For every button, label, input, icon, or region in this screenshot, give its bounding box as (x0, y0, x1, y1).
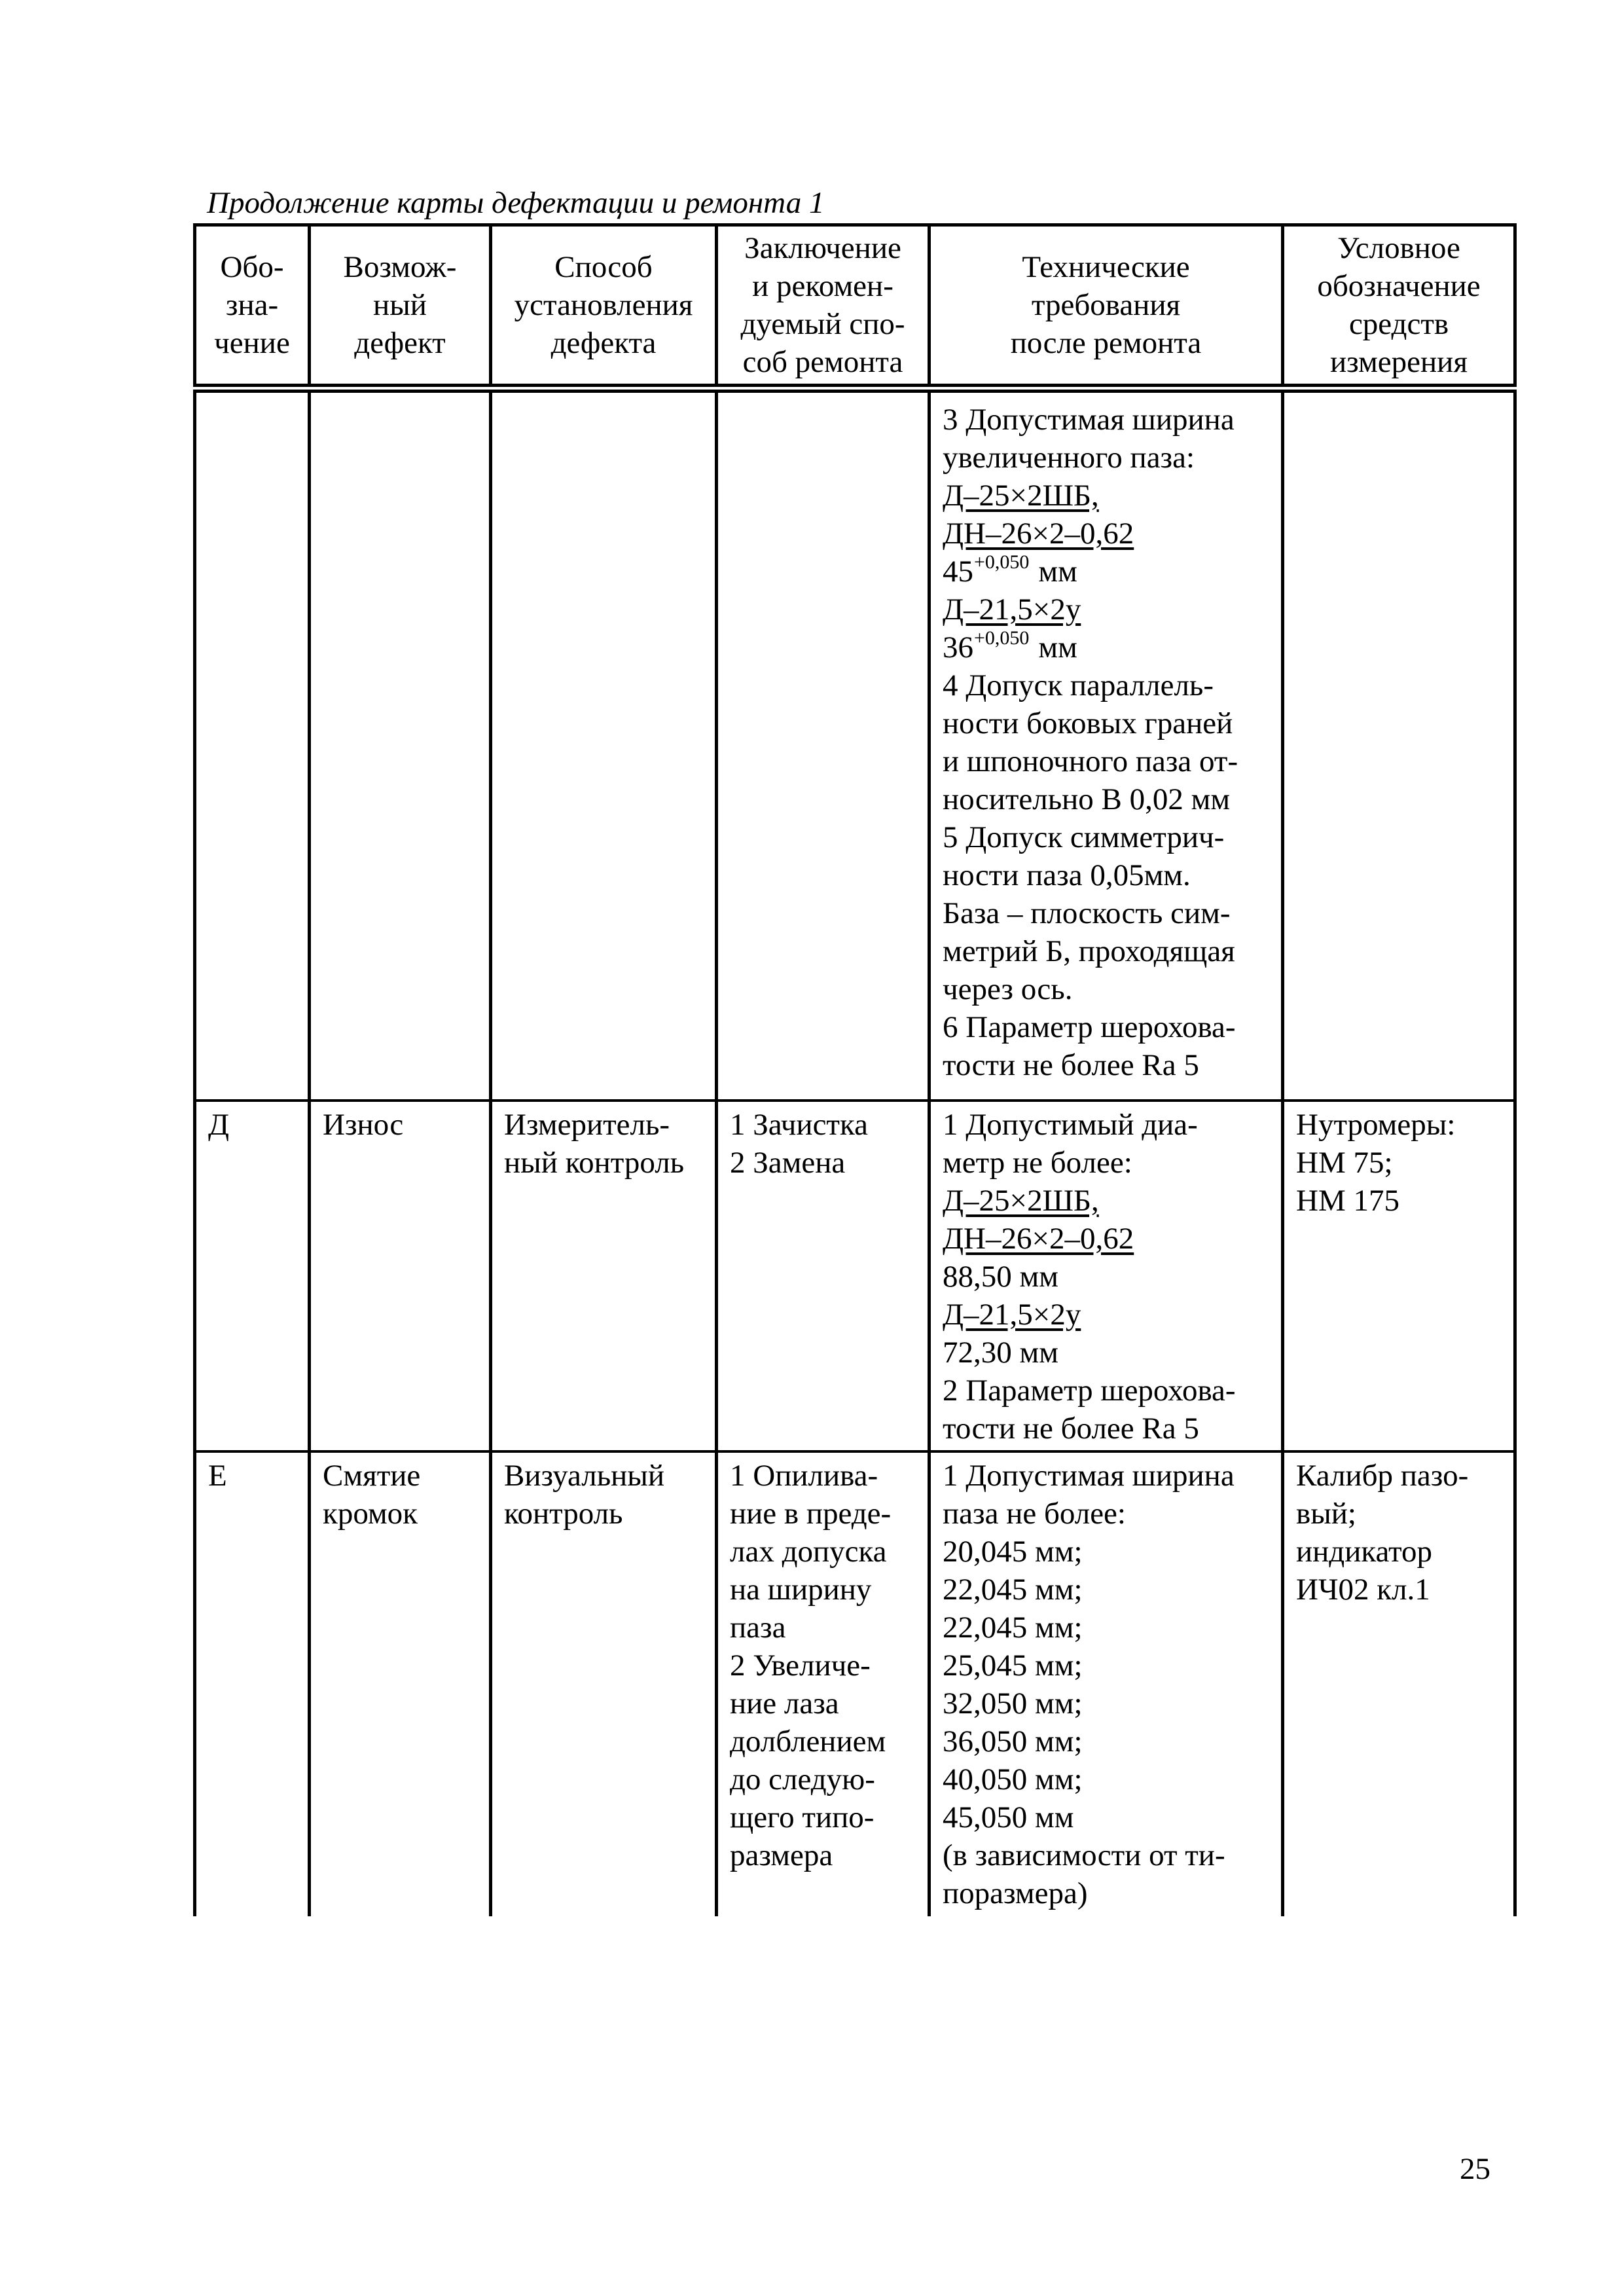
cell-instruments (1283, 388, 1515, 1101)
cell-line: НМ 75; (1296, 1146, 1393, 1180)
cell-line: долблением (730, 1724, 886, 1758)
tolerance-line (943, 553, 1269, 591)
table-row (195, 1101, 1515, 1451)
header-detection-method (491, 225, 717, 389)
cell-line: 40,050 мм; (943, 1762, 1083, 1796)
cell-line: 88,50 мм (943, 1260, 1058, 1294)
cell-line: ДН–26×2–0,62 (943, 517, 1134, 551)
cell-repair (717, 1101, 929, 1451)
header-measuring-instruments (1283, 225, 1515, 389)
header-line: Возмож- (343, 250, 457, 284)
cell-line: 5 Допуск симметрич- (943, 820, 1225, 854)
header-line: дефекта (550, 326, 657, 360)
header-line: обозначение (1317, 269, 1481, 303)
cell-line: 3 Допустимая ширина (943, 403, 1235, 437)
cell-line: и шпоночного паза от- (943, 744, 1238, 778)
cell-line: Д (208, 1108, 230, 1142)
cell-line: ние в преде- (730, 1497, 892, 1531)
cell-line: до следую- (730, 1762, 875, 1796)
header-line: соб ремонта (742, 345, 903, 379)
cell-line: 1 Допустимый диа- (943, 1108, 1198, 1142)
header-line: чение (214, 326, 290, 360)
header-line: Заключение (744, 231, 901, 265)
table-row (195, 1451, 1515, 1916)
cell-repair (717, 1451, 929, 1916)
header-row (195, 225, 1515, 389)
cell-line: 45,050 мм (943, 1800, 1074, 1834)
header-line: после ремонта (1010, 326, 1202, 360)
header-line: зна- (225, 288, 279, 322)
cell-line: Измеритель- (504, 1108, 670, 1142)
cell-line: Е (208, 1459, 227, 1493)
header-designation (195, 225, 310, 389)
header-possible-defect (310, 225, 491, 389)
header-line: измерения (1330, 345, 1468, 379)
header-line: Технические (1022, 250, 1190, 284)
cell-line: лах допуска (730, 1535, 887, 1569)
cell-requirements (929, 388, 1283, 1101)
cell-instruments (1283, 1101, 1515, 1451)
cell-method (491, 1101, 717, 1451)
cell-line: НМ 175 (1296, 1184, 1399, 1218)
cell-line: 6 Параметр шерохова- (943, 1010, 1236, 1044)
cell-line: 32,050 мм; (943, 1686, 1083, 1721)
cell-line: 4 Допуск параллель- (943, 668, 1214, 702)
cell-line: 1 Допустимая ширина (943, 1459, 1235, 1493)
tolerance-line (943, 629, 1269, 666)
cell-line: Смятие (323, 1459, 421, 1493)
cell-line: ДН–26×2–0,62 (943, 1222, 1134, 1256)
cell-line: ИЧ02 кл.1 (1296, 1573, 1430, 1607)
cell-line: Калибр пазо- (1296, 1459, 1469, 1493)
cell-line: База – плоскость сим- (943, 896, 1231, 930)
cell-line: (в зависимости от ти- (943, 1838, 1225, 1872)
cell-line: метр не более: (943, 1146, 1132, 1180)
cell-line: контроль (504, 1497, 623, 1531)
tolerance-base: 45 (943, 555, 973, 589)
cell-line: Д–25×2ШБ, (943, 1184, 1099, 1218)
cell-line: паза (730, 1611, 786, 1645)
tolerance-unit: мм (1038, 555, 1077, 589)
cell-line: увеличенного паза: (943, 441, 1195, 475)
cell-defect (310, 1101, 491, 1451)
cell-line: Д–25×2ШБ, (943, 479, 1099, 513)
header-line: Способ (554, 250, 653, 284)
header-line: средств (1348, 307, 1449, 341)
cell-line: кромок (323, 1497, 418, 1531)
cell-line: ности паза 0,05мм. (943, 858, 1191, 892)
cell-line: Визуальный (504, 1459, 665, 1493)
cell-line: вый; (1296, 1497, 1356, 1531)
cell-line: щего типо- (730, 1800, 875, 1834)
cell-line: ный контроль (504, 1146, 685, 1180)
cell-line: Износ (323, 1108, 404, 1142)
table-row (195, 388, 1515, 1101)
cell-method (491, 388, 717, 1101)
cell-line: ние лаза (730, 1686, 839, 1721)
header-technical-requirements (929, 225, 1283, 389)
defect-repair-table (193, 223, 1517, 1916)
cell-line: поразмера) (943, 1876, 1088, 1910)
cell-method (491, 1451, 717, 1916)
cell-line: 2 Замена (730, 1146, 846, 1180)
cell-line: ности боковых граней (943, 706, 1233, 740)
cell-line: 22,045 мм; (943, 1611, 1083, 1645)
tolerance-unit: мм (1038, 630, 1077, 665)
cell-instruments (1283, 1451, 1515, 1916)
cell-designation (195, 1101, 310, 1451)
header-line: установления (514, 288, 693, 322)
header-line: Обо- (220, 250, 284, 284)
cell-requirements (929, 1451, 1283, 1916)
cell-line: тости не более Ra 5 (943, 1412, 1199, 1446)
cell-line: носительно В 0,02 мм (943, 782, 1231, 816)
cell-line: 72,30 мм (943, 1336, 1058, 1370)
tolerance-superscript: +0,050 (974, 551, 1030, 573)
header-repair-recommendation (717, 225, 929, 389)
cell-line: 22,045 мм; (943, 1573, 1083, 1607)
tolerance-superscript: +0,050 (974, 627, 1030, 649)
cell-designation (195, 388, 310, 1101)
cell-line: паза не более: (943, 1497, 1126, 1531)
cell-line: 25,045 мм; (943, 1649, 1083, 1683)
header-line: ный (373, 288, 427, 322)
cell-line: на ширину (730, 1573, 872, 1607)
cell-defect (310, 388, 491, 1101)
cell-line: 1 Зачистка (730, 1108, 868, 1142)
cell-line: Д–21,5×2у (943, 1298, 1081, 1332)
cell-line: тости не более Ra 5 (943, 1048, 1199, 1082)
header-line: требования (1031, 288, 1181, 322)
cell-line: метрий Б, проходящая (943, 934, 1235, 968)
header-line: Условное (1337, 231, 1460, 265)
page-number: 25 (1460, 2152, 1490, 2186)
cell-line: 20,045 мм; (943, 1535, 1083, 1569)
cell-line: Д–21,5×2у (943, 592, 1081, 627)
cell-line: через ось. (943, 972, 1073, 1006)
header-line: и рекомен- (752, 269, 893, 303)
cell-line: Нутромеры: (1296, 1108, 1456, 1142)
cell-designation (195, 1451, 310, 1916)
cell-repair (717, 388, 929, 1101)
cell-requirements (929, 1101, 1283, 1451)
cell-line: размера (730, 1838, 833, 1872)
cell-line: индикатор (1296, 1535, 1433, 1569)
header-line: дефект (354, 326, 446, 360)
cell-line: 2 Параметр шерохова- (943, 1374, 1236, 1408)
tolerance-base: 36 (943, 630, 973, 665)
cell-line: 36,050 мм; (943, 1724, 1083, 1758)
cell-defect (310, 1451, 491, 1916)
cell-line: 1 Опилива- (730, 1459, 878, 1493)
cell-line: 2 Увеличе- (730, 1649, 871, 1683)
table-caption: Продолжение карты дефектации и ремонта 1 (207, 186, 825, 220)
header-line: дуемый спо- (740, 307, 905, 341)
